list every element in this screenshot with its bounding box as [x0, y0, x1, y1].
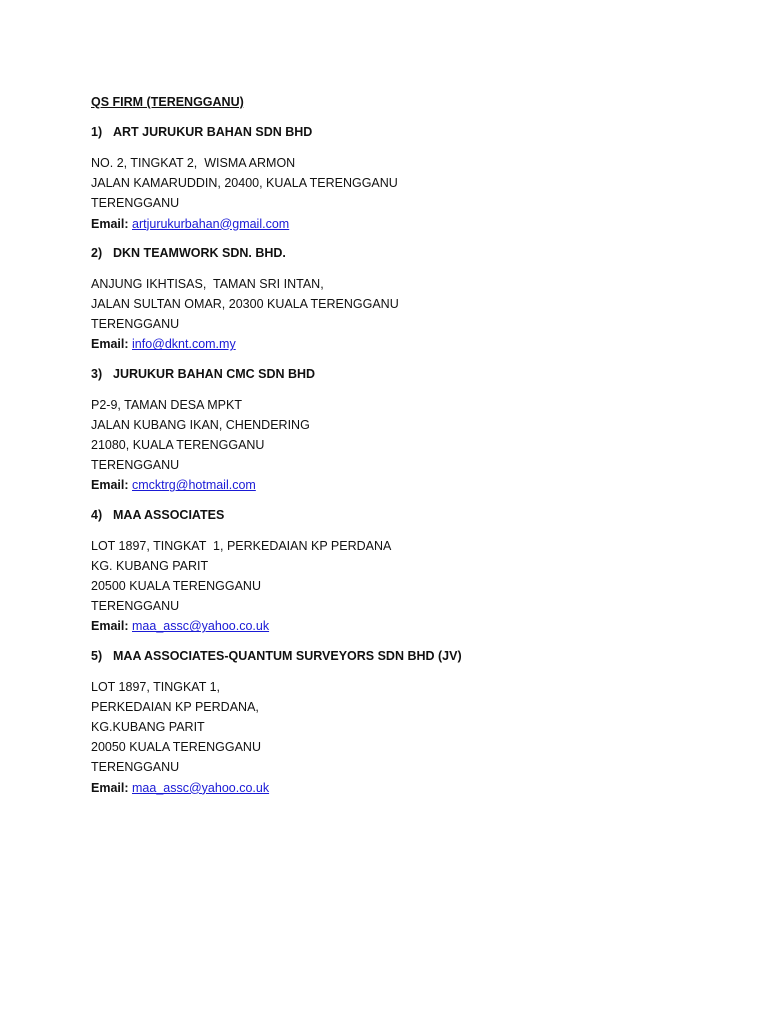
firm-name: JURUKUR BAHAN CMC SDN BHD [113, 366, 316, 381]
address-line: JALAN KUBANG IKAN, CHENDERING [91, 417, 310, 432]
address-line: JALAN KAMARUDDIN, 20400, KUALA TERENGGANU [91, 176, 398, 191]
address-line: NO. 2, TINGKAT 2, WISMA ARMON [91, 156, 296, 170]
firm-heading [91, 244, 731, 262]
firm-name: MAA ASSOCIATES [113, 507, 225, 522]
email-label: Email: [91, 216, 132, 231]
firm-entry [91, 647, 731, 798]
email-link[interactable]: maa_assc@yahoo.co.uk [132, 780, 270, 795]
email-link[interactable]: info@dknt.com.my [132, 337, 236, 352]
email-link[interactable]: cmcktrg@hotmail.com [132, 478, 256, 493]
firm-number: 3) [91, 366, 103, 381]
address-line: 20500 KUALA TERENGGANU [91, 579, 261, 594]
email-label: Email: [91, 478, 132, 493]
address-line: JALAN SULTAN OMAR, 20300 KUALA TERENGGANU [91, 297, 399, 312]
address-line: TERENGGANU [91, 599, 180, 614]
email-line [91, 214, 731, 234]
address-line: TERENGGANU [91, 458, 180, 473]
firm-list [91, 123, 731, 798]
email-line [91, 475, 731, 495]
firm-number: 1) [91, 125, 103, 139]
firm-entry [91, 506, 731, 637]
address-line: PERKEDAIAN KP PERDANA, [91, 699, 259, 714]
email-line [91, 778, 731, 798]
firm-entry [91, 365, 731, 496]
firm-entry [91, 123, 731, 234]
address-line: 20050 KUALA TERENGGANU [91, 740, 261, 755]
email-line [91, 334, 731, 354]
firm-name: DKN TEAMWORK SDN. BHD. [113, 245, 286, 260]
document-title: QS FIRM (TERENGGANU) [91, 95, 244, 109]
email-link[interactable]: maa_assc@yahoo.co.uk [132, 619, 270, 634]
address-line: TERENGGANU [91, 196, 180, 211]
firm-number: 4) [91, 507, 103, 522]
firm-number: 5) [91, 648, 103, 663]
address-line: 21080, KUALA TERENGGANU [91, 438, 265, 453]
email-line [91, 616, 731, 636]
email-label: Email: [91, 780, 132, 795]
address-line: ANJUNG IKHTISAS, TAMAN SRI INTAN, [91, 276, 324, 291]
address-line: P2-9, TAMAN DESA MPKT [91, 397, 242, 412]
address-line: KG.KUBANG PARIT [91, 720, 205, 735]
email-link[interactable]: artjurukurbahan@gmail.com [132, 216, 290, 231]
address-line: LOT 1897, TINGKAT 1, PERKEDAIAN KP PERDANA [91, 538, 392, 553]
firm-number: 2) [91, 245, 103, 260]
address-line: TERENGGANU [91, 317, 180, 332]
address-line: TERENGGANU [91, 760, 180, 775]
document-page [91, 93, 731, 808]
address-line: LOT 1897, TINGKAT 1, [91, 679, 220, 694]
email-label: Email: [91, 619, 132, 634]
address-line: KG. KUBANG PARIT [91, 558, 209, 573]
firm-heading [91, 365, 731, 383]
firm-heading [91, 506, 731, 524]
email-label: Email: [91, 337, 132, 352]
firm-heading [91, 123, 731, 141]
firm-name: ART JURUKUR BAHAN SDN BHD [113, 125, 313, 139]
firm-entry [91, 244, 731, 355]
firm-name: MAA ASSOCIATES-QUANTUM SURVEYORS SDN BHD (JV) [113, 648, 462, 663]
firm-heading [91, 647, 731, 665]
